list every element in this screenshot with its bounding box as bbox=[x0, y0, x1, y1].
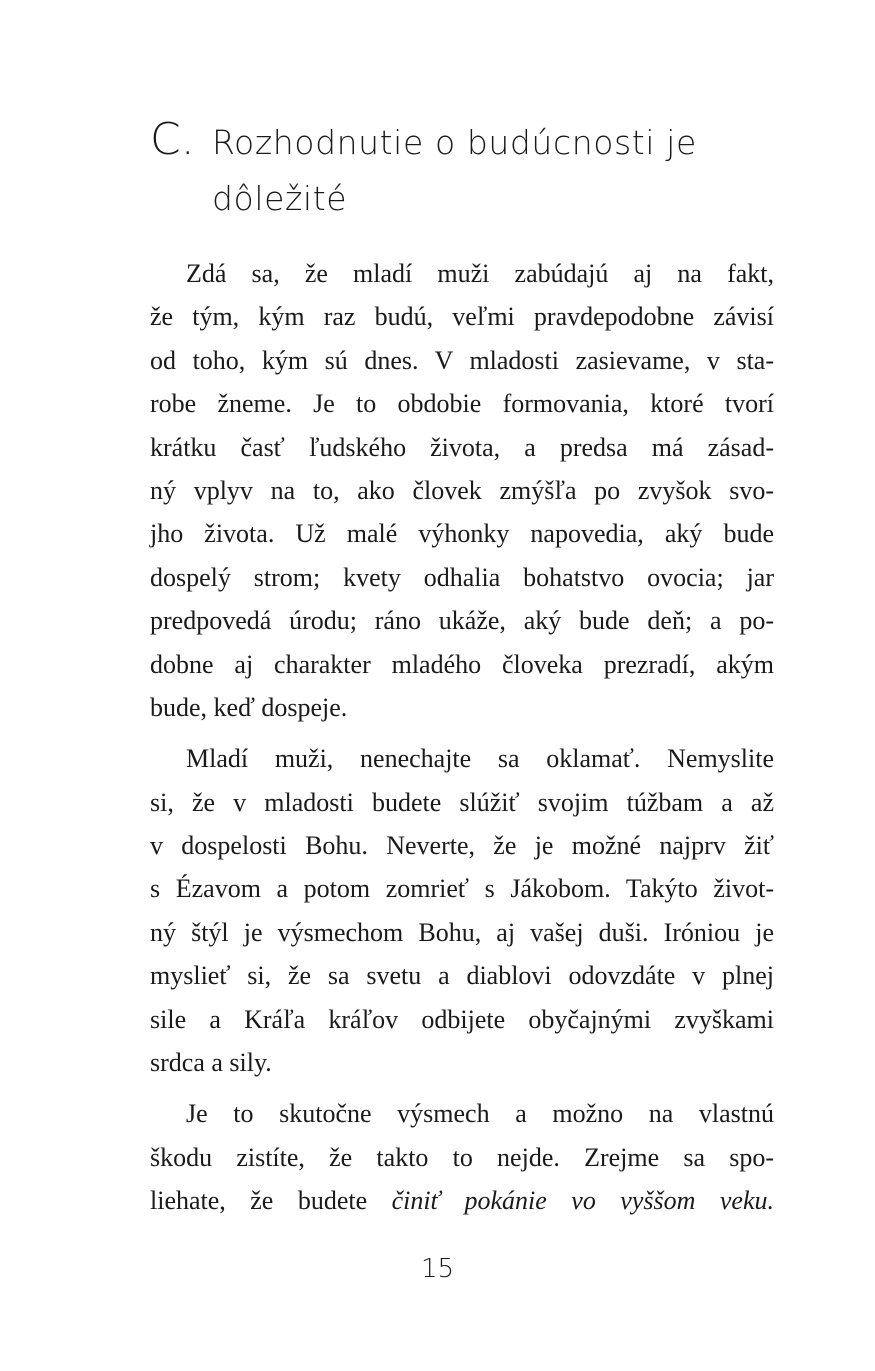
text-line: ný vplyv na to, ako človek zmýšľa po zvyšok svo- bbox=[150, 475, 774, 505]
text-line: s Ézavom a potom zomrieť s Jákobom. Takýto život- bbox=[150, 874, 774, 904]
section-letter: C. bbox=[150, 114, 195, 165]
text-line: jho života. Už malé výhonky napovedia, aký bude bbox=[150, 519, 774, 549]
heading-title-line-1: Rozhodnutie o budúcnosti je bbox=[212, 123, 697, 162]
text-line: že tým, kým raz budú, veľmi pravdepodobne závisí bbox=[150, 302, 774, 332]
text-line: Je to skutočne výsmech a možno na vlastnú bbox=[186, 1099, 774, 1129]
paragraph-2 bbox=[150, 737, 774, 1084]
text-line: krátku časť ľudského života, a predsa má zásad- bbox=[150, 432, 774, 462]
text-line: predpovedá úrodu; ráno ukáže, aký bude deň; a po- bbox=[150, 606, 774, 636]
body-text bbox=[150, 252, 774, 1223]
text-run-italic: činiť pokánie vo vyššom veku. bbox=[391, 1186, 774, 1216]
page-number: 15 bbox=[420, 1254, 455, 1284]
text-line: Mladí muži, nenechajte sa oklamať. Nemyslite bbox=[186, 744, 774, 774]
text-line: srdca a sily. bbox=[150, 1048, 272, 1078]
text-line: dobne aj charakter mladého človeka prezradí, akým bbox=[150, 649, 774, 679]
section-heading bbox=[150, 114, 790, 218]
heading-line-1 bbox=[150, 114, 790, 165]
paragraph-3 bbox=[150, 1092, 774, 1222]
text-line: si, že v mladosti budete slúžiť svojim túžbam a až bbox=[150, 787, 774, 817]
text-line: od toho, kým sú dnes. V mladosti zasievame, v sta- bbox=[150, 345, 774, 375]
text-line: bude, keď dospeje. bbox=[150, 692, 348, 722]
text-line: ný štýl je výsmechom Bohu, aj vašej duši. Iróniou je bbox=[150, 917, 774, 947]
text-run-plain: liehate, že budete bbox=[150, 1186, 392, 1216]
heading-title-line-2: dôležité bbox=[212, 179, 348, 218]
text-line: Zdá sa, že mladí muži zabúdajú aj na fakt, bbox=[186, 259, 774, 288]
text-line: škodu zistíte, že takto to nejde. Zrejme sa spo- bbox=[150, 1142, 774, 1172]
text-line: robe žneme. Je to obdobie formovania, ktoré tvorí bbox=[150, 389, 774, 419]
paragraph-gap bbox=[150, 729, 774, 737]
text-line: v dospelosti Bohu. Neverte, že je možné najprv žiť bbox=[150, 831, 774, 861]
text-line: myslieť si, že sa svetu a diablovi odovzdáte v plnej bbox=[150, 961, 774, 991]
text-line: sile a Kráľa kráľov odbijete obyčajnými zvyškami bbox=[150, 1004, 774, 1034]
text-line: dospelý strom; kvety odhalia bohatstvo ovocia; jar bbox=[150, 562, 774, 592]
text-line-mixed bbox=[150, 1179, 774, 1222]
paragraph-gap bbox=[150, 1084, 774, 1092]
paragraph-1 bbox=[150, 252, 774, 729]
